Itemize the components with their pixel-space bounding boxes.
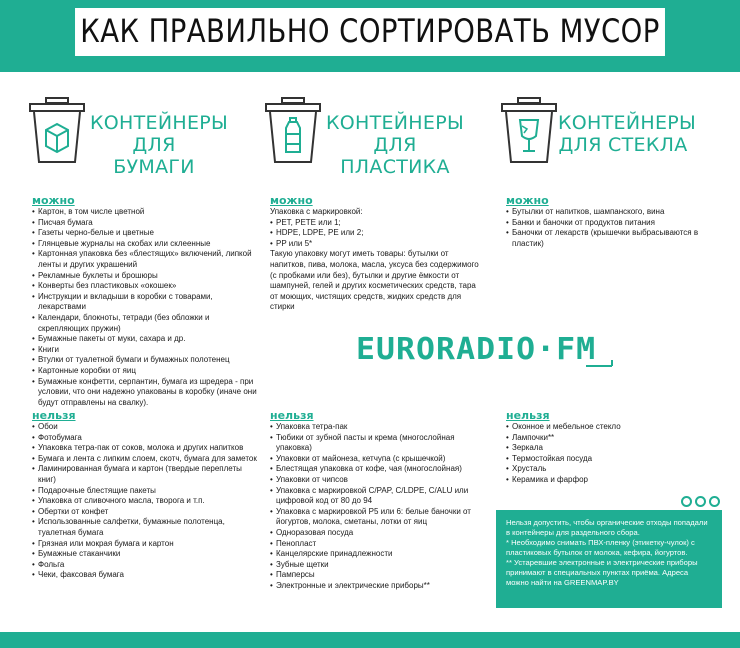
euroradio-logo-text: EURORADIO·FM (356, 332, 597, 367)
list-item: • Упаковка с маркировкой C/PAP, C/LDPE, C/ALU или цифровой код от 80 до 94 (270, 486, 484, 507)
plastic-can-note: Такую упаковку могут иметь товары: бутылки от напитков, пива, молока, масла, уксуса без содержимого (с пробками или без), бутылки и другие ёмкости от шампуней, гелей и других косметических средств, тара от моющих, чистящих средств, жидких средств для стирки (270, 249, 479, 312)
plastic-cannot-list (270, 422, 484, 592)
list-item: • Подарочные блестящие пакеты (32, 486, 262, 497)
glass-can-section (506, 194, 718, 249)
list-item: • Одноразовая посуда (270, 528, 484, 539)
list-item: • Картон, в том числе цветной (32, 207, 262, 218)
plastic-bin-icon (262, 96, 324, 164)
plastic-can-label: можно (270, 194, 313, 207)
plastic-can-list (270, 218, 482, 250)
paper-can-list (32, 207, 262, 408)
list-item: • Бумага и лента с липким слоем, скотч, бумага для заметок (32, 454, 262, 465)
list-item: • Обертки от конфет (32, 507, 262, 518)
list-item: • Упаковки от чипсов (270, 475, 484, 486)
list-item: • Календари, блокноты, тетради (без обложки и скрепляющих пружин) (32, 313, 262, 334)
list-item: • Книги (32, 345, 262, 356)
list-item: • Газеты черно-белые и цветные (32, 228, 262, 239)
list-item: • Фотобумага (32, 433, 262, 444)
footer-band (0, 632, 740, 648)
list-item: • Рекламные буклеты и брошюры (32, 271, 262, 282)
list-item: • Бумажные конфетти, серпантин, бумага из шредера - при условии, что они надежно упакованы в коробку (иначе они будут отправлены на свалку). (32, 377, 262, 409)
plastic-cannot-section (270, 409, 484, 592)
paper-can-section (32, 194, 262, 408)
list-item: • Зубные щетки (270, 560, 484, 571)
glass-can-list (506, 207, 718, 249)
page-title: КАК ПРАВИЛЬНО СОРТИРОВАТЬ МУСОР (52, 8, 688, 56)
list-item: • Зеркала (506, 443, 718, 454)
circle-icon (695, 496, 706, 507)
list-item: • Электронные и электрические приборы** (270, 581, 484, 592)
list-item: • Упаковка тетра-пак от соков, молока и других напитков (32, 443, 262, 454)
list-item: • Втулки от туалетной бумаги и бумажных полотенец (32, 355, 262, 366)
list-item: • Баночки от лекарств (крышечки выбрасываются в пластик) (506, 228, 718, 249)
euroradio-logo (356, 332, 616, 368)
list-item: • Использованные салфетки, бумажные полотенца, туалетная бумага (32, 517, 262, 538)
note-box (496, 510, 722, 608)
paper-cannot-list (32, 422, 262, 581)
list-item: • Упаковка тетра-пак (270, 422, 484, 433)
list-item: • Памперсы (270, 570, 484, 581)
glass-can-label: можно (506, 194, 549, 207)
list-item: • Банки и баночки от продуктов питания (506, 218, 718, 229)
list-item: • Упаковка от сливочного масла, творога и т.п. (32, 496, 262, 507)
list-item: • PET, PETE или 1; (270, 218, 482, 229)
list-item: • Бумажные стаканчики (32, 549, 262, 560)
list-item: • Фольга (32, 560, 262, 571)
paper-bin-title: КОНТЕЙНЕРЫ ДЛЯ БУМАГИ (90, 112, 229, 178)
list-item: • Картонные коробки от яиц (32, 366, 262, 377)
list-item: • Канцелярские принадлежности (270, 549, 484, 560)
paper-bin-icon (26, 96, 88, 164)
list-item: • PP или 5* (270, 239, 482, 250)
list-item: • Керамика и фарфор (506, 475, 718, 486)
list-item: • Термостойкая посуда (506, 454, 718, 465)
list-item: • Чеки, факсовая бумага (32, 570, 262, 581)
list-item: • Пенопласт (270, 539, 484, 550)
list-item: • Картонная упаковка без «блестящих» включений, липкой ленты и других украшений (32, 249, 262, 270)
list-item: • Бумажные пакеты от муки, сахара и др. (32, 334, 262, 345)
paper-can-label: можно (32, 194, 75, 207)
paper-cannot-label: нельзя (32, 409, 76, 422)
plastic-bin-title: КОНТЕЙНЕРЫ ДЛЯ ПЛАСТИКА (325, 112, 465, 178)
glass-bin-title: КОНТЕЙНЕРЫ ДЛЯ СТЕКЛА (558, 112, 697, 156)
glass-bin-icon (498, 96, 560, 164)
circle-icon (709, 496, 720, 507)
list-item: • Конверты без пластиковых «окошек» (32, 281, 262, 292)
list-item: • Грязная или мокрая бумага и картон (32, 539, 262, 550)
list-item: • Ламинированная бумага и картон (твердые переплеты книг) (32, 464, 262, 485)
plastic-can-intro: Упаковка с маркировкой: (270, 207, 363, 216)
list-item: • Инструкции и вкладыши в коробки с товарами, лекарствами (32, 292, 262, 313)
plastic-can-section (270, 194, 482, 313)
list-item: • Упаковка с маркировкой P5 или 6: белые баночки от йогуртов, молока, сметаны, лотки от яиц (270, 507, 484, 528)
plastic-cannot-label: нельзя (270, 409, 314, 422)
note-line-3: ** Устаревшие электронные и электрические приборы принимают в специальных пунктах приёма. Адреса можно найти на GREENMAP.BY (506, 558, 698, 587)
list-item: • Хрусталь (506, 464, 718, 475)
glass-cannot-section (506, 409, 718, 486)
note-line-1: Нельзя допустить, чтобы органические отходы попадали в контейнеры для раздельного сбора. (506, 518, 708, 537)
list-item: • Блестящая упаковка от кофе, чая (многослойная) (270, 464, 484, 475)
list-item: • Бутылки от напитков, шампанского, вина (506, 207, 718, 218)
list-item: • Оконное и мебельное стекло (506, 422, 718, 433)
glass-cannot-label: нельзя (506, 409, 550, 422)
list-item: • Лампочки** (506, 433, 718, 444)
list-item: • Тюбики от зубной пасты и крема (многослойная упаковка) (270, 433, 484, 454)
list-item: • Упаковки от майонеза, кетчупа (с крышечкой) (270, 454, 484, 465)
note-line-2: * Необходимо снимать ПВХ-пленку (этикетку-чулок) с пластиковых бутылок от молока, кефира, йогуртов. (506, 538, 695, 557)
glass-cannot-list (506, 422, 718, 486)
paper-cannot-section (32, 409, 262, 581)
circle-icon (681, 496, 692, 507)
list-item: • HDPE, LDPE, PE или 2; (270, 228, 482, 239)
list-item: • Писчая бумага (32, 218, 262, 229)
list-item: • Глянцевые журналы на скобах или склеенные (32, 239, 262, 250)
list-item: • Обои (32, 422, 262, 433)
